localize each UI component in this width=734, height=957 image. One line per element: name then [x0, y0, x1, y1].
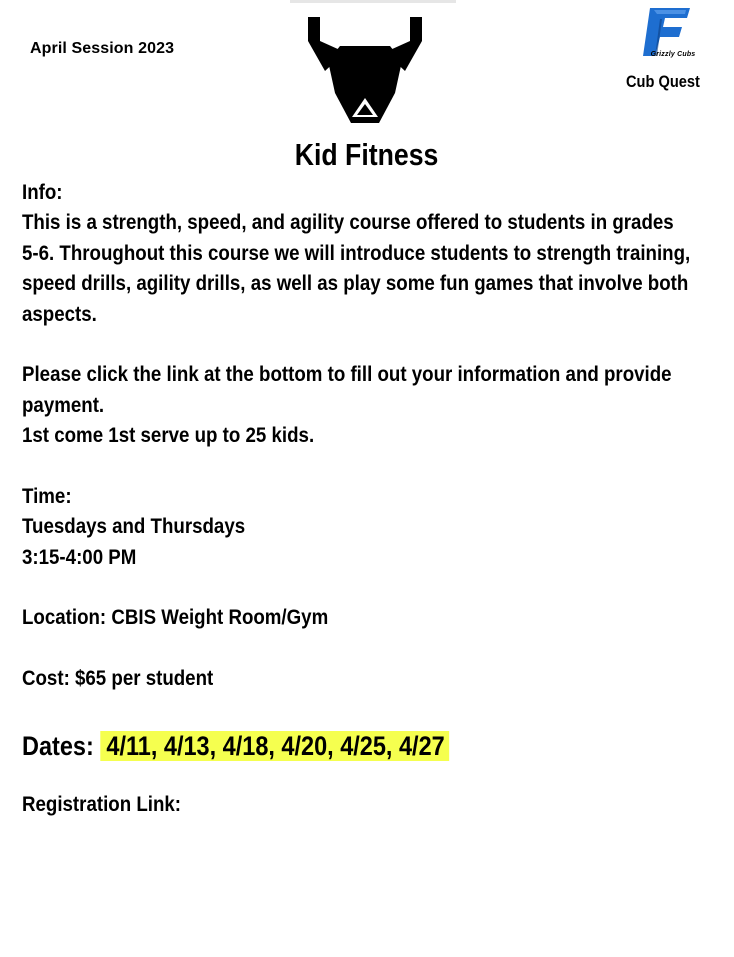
spacer	[22, 451, 712, 481]
registration-link-label: Registration Link:	[22, 792, 182, 816]
info-label: Info:	[22, 180, 63, 204]
page-title	[0, 137, 734, 173]
spacer	[22, 329, 712, 359]
top-strip	[290, 0, 456, 3]
time-label: Time:	[22, 483, 72, 508]
flyer-body	[22, 177, 712, 694]
dates-values: 4/11, 4/13, 4/18, 4/20, 4/25, 4/27	[100, 731, 449, 761]
bull-head-icon	[305, 15, 425, 127]
description-line-2: 5-6. Throughout this course we will introduce students to strength training,	[22, 240, 691, 265]
description-line-4: aspects.	[22, 301, 97, 326]
dates-row	[22, 728, 449, 764]
location-text: Location: CBIS Weight Room/Gym	[22, 605, 329, 630]
dates-label: Dates:	[22, 731, 101, 761]
team-logo-label: Grizzly Cubs	[650, 51, 696, 58]
instructions-line-3: 1st come 1st serve up to 25 kids.	[22, 423, 315, 448]
session-label: April Session 2023	[30, 40, 175, 57]
instructions-line-1: Please click the link at the bottom to fill out your information and provide	[22, 362, 672, 387]
time-days: Tuesdays and Thursdays	[22, 514, 246, 539]
spacer	[22, 633, 712, 663]
time-hours: 3:15-4:00 PM	[22, 544, 137, 569]
page-title-text: Kid Fitness	[295, 137, 439, 172]
spacer	[22, 572, 712, 602]
description-line-3: speed drills, agility drills, as well as play some fun games that involve both	[22, 271, 689, 296]
cost-text: Cost: $65 per student	[22, 666, 214, 691]
instructions-line-2: payment.	[22, 392, 105, 417]
description-line-1: This is a strength, speed, and agility course offered to students in grades	[22, 210, 674, 235]
program-label: Cub Quest	[626, 72, 700, 91]
